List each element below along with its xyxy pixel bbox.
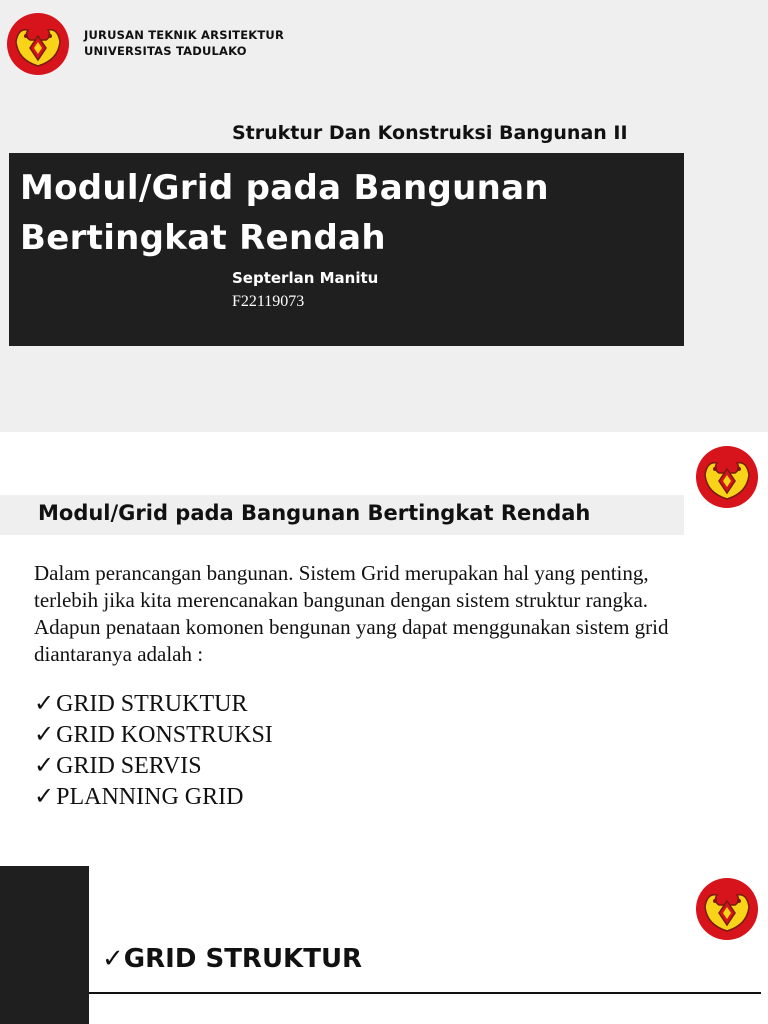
check-mark-icon: ✓ xyxy=(34,784,55,810)
list-item xyxy=(34,689,273,720)
list-item-label: PLANNING GRID xyxy=(56,784,244,810)
content-slide xyxy=(0,432,768,866)
check-mark-icon: ✓ xyxy=(34,722,55,748)
author-name: Septerlan Manitu xyxy=(232,269,379,287)
section-slide xyxy=(0,866,768,1024)
presentation-title xyxy=(20,163,549,263)
institution-line-1: JURUSAN TEKNIK ARSITEKTUR xyxy=(84,28,285,42)
grid-type-list xyxy=(34,689,273,813)
list-item xyxy=(34,720,273,751)
slide-heading: Modul/Grid pada Bangunan Bertingkat Rendah xyxy=(38,501,591,525)
check-mark-icon: ✓ xyxy=(34,691,55,717)
title-line-1: Modul/Grid pada Bangunan xyxy=(20,168,549,208)
university-logo-icon xyxy=(695,445,759,509)
section-heading-label: GRID STRUKTUR xyxy=(123,944,363,974)
divider xyxy=(89,992,761,994)
list-item-label: GRID STRUKTUR xyxy=(56,691,248,717)
course-title: Struktur Dan Konstruksi Bangunan II xyxy=(232,122,628,144)
intro-paragraph: Dalam perancangan bangunan. Sistem Grid merupakan hal yang penting, terlebih jika kita merencanakan bangunan dengan sistem struktur rangka. Adapun penataan komonen bengunan yang dapat menggunakan sistem grid diantaranya adalah : xyxy=(34,561,669,666)
student-id: F22119073 xyxy=(232,293,305,310)
check-mark-icon: ✓ xyxy=(102,944,124,974)
list-item xyxy=(34,782,273,813)
university-logo-icon xyxy=(6,12,70,76)
list-item-label: GRID SERVIS xyxy=(56,753,202,779)
check-mark-icon: ✓ xyxy=(34,753,55,779)
institution-line-2: UNIVERSITAS TADULAKO xyxy=(84,44,247,58)
side-bar xyxy=(0,866,89,1024)
list-item xyxy=(34,751,273,782)
title-line-2: Bertingkat Rendah xyxy=(20,218,386,258)
section-heading xyxy=(102,944,362,974)
list-item-label: GRID KONSTRUKSI xyxy=(56,722,273,748)
title-box xyxy=(9,153,684,346)
title-slide xyxy=(0,0,768,432)
university-logo-icon xyxy=(695,877,759,941)
